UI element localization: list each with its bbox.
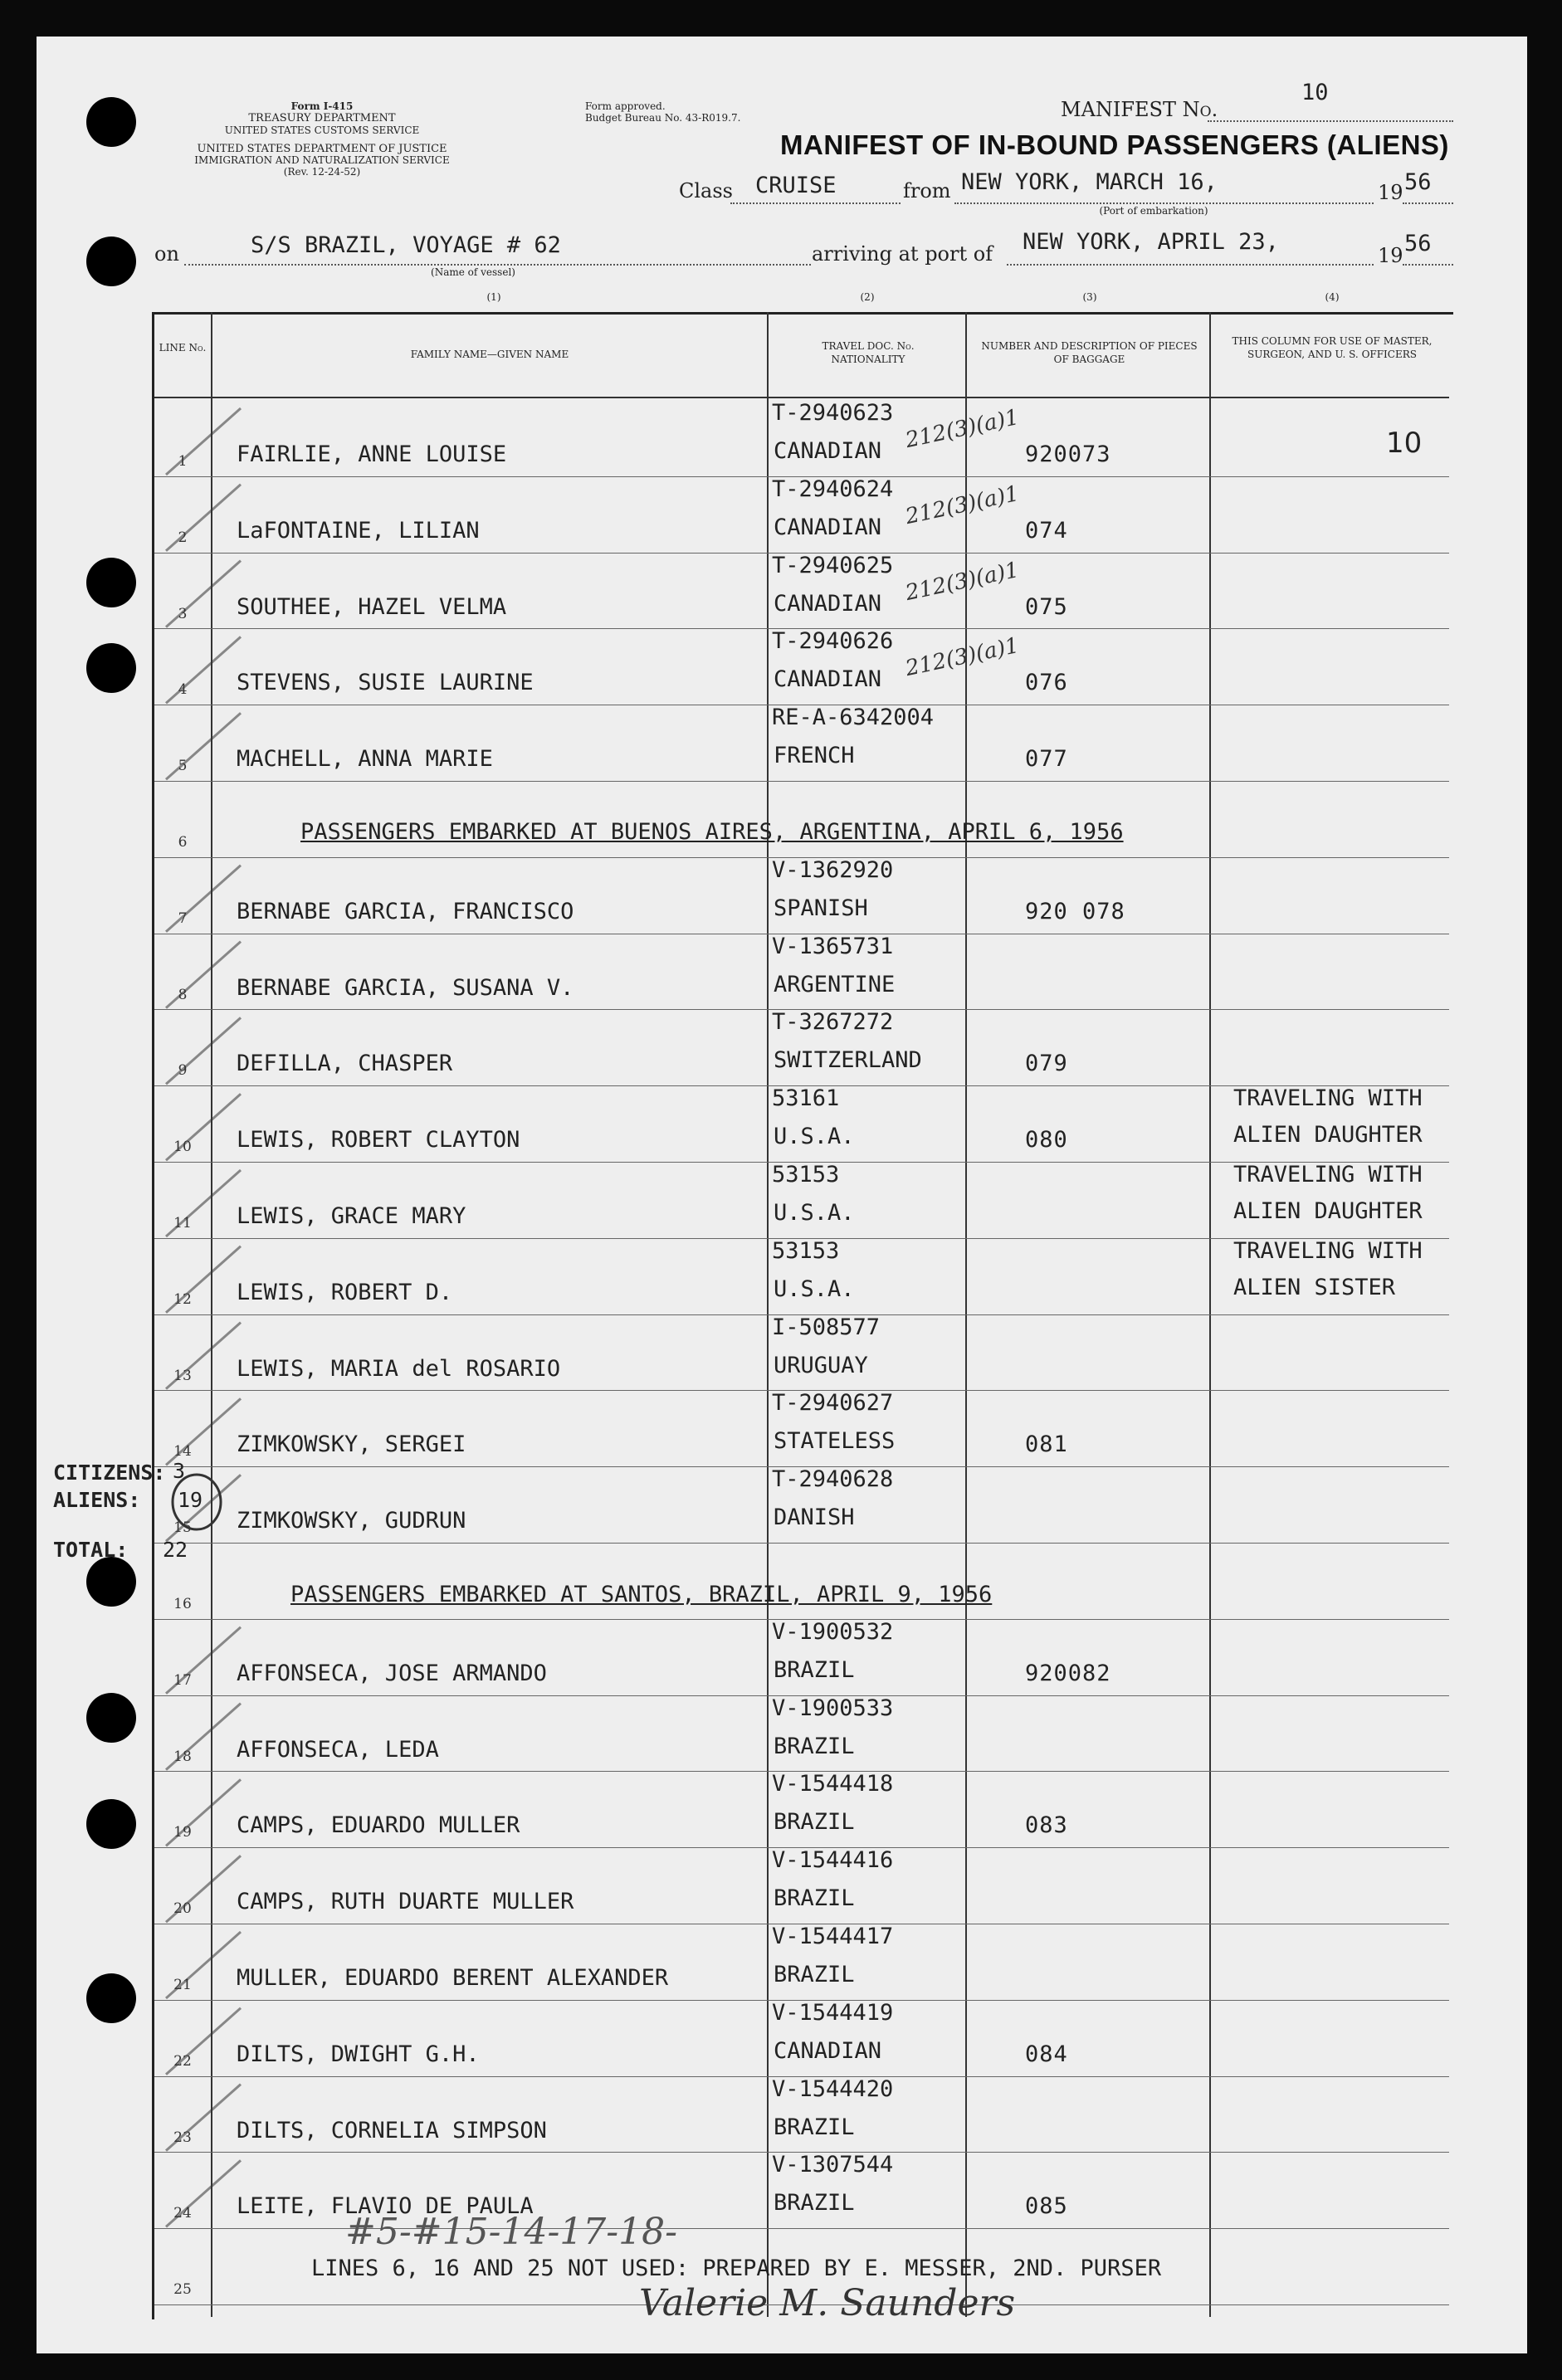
passenger-name: DILTS, DWIGHT G.H.: [237, 2041, 480, 2067]
line-number: 9: [178, 1062, 188, 1080]
handwritten-code: 212(3)(a)1: [903, 404, 1022, 454]
officer-note: ALIEN SISTER: [1233, 1274, 1396, 1300]
handwritten-code: 212(3)(a)1: [903, 633, 1022, 682]
travel-doc-number: V-1544419: [772, 1999, 894, 2026]
line-number: 24: [173, 2205, 192, 2222]
check-mark: [166, 1779, 241, 1846]
travel-doc-number: I-508577: [772, 1314, 881, 1340]
passenger-name: AFFONSECA, JOSE ARMANDO: [237, 1660, 547, 1686]
check-mark: [166, 485, 241, 551]
officer-note: ALIEN DAUGHTER: [1233, 1122, 1423, 1149]
nationality: CANADIAN: [774, 514, 882, 540]
passenger-name: FAIRLIE, ANNE LOUISE: [237, 441, 507, 467]
check-mark: [166, 1246, 241, 1313]
nationality: BRAZIL: [774, 1809, 855, 1836]
passenger-name: CAMPS, RUTH DUARTE MULLER: [237, 1889, 574, 1915]
travel-doc-number: T-2940627: [772, 1390, 894, 1417]
baggage: 080: [1025, 1127, 1068, 1153]
travel-doc-number: 53153: [772, 1237, 840, 1264]
line-number: 6: [178, 834, 188, 851]
vessel-value: S/S BRAZIL, VOYAGE # 62: [251, 232, 561, 258]
check-mark: [166, 1627, 241, 1694]
nationality: BRAZIL: [774, 1733, 855, 1759]
nationality: BRAZIL: [774, 2190, 855, 2217]
travel-doc-number: V-1544416: [772, 1847, 894, 1874]
travel-doc-number: T-2940624: [772, 476, 894, 502]
line-number: 18: [173, 1748, 192, 1765]
baggage: 081: [1025, 1431, 1068, 1458]
from-label: from: [903, 179, 951, 202]
check-mark: [166, 866, 241, 932]
nationality: URUGUAY: [774, 1352, 868, 1378]
nationality: U.S.A.: [774, 1275, 855, 1302]
line-number: 13: [173, 1367, 192, 1384]
travel-doc-number: T-2940626: [772, 628, 894, 655]
col-header-name: FAMILY NAME—GIVEN NAME: [410, 349, 569, 360]
line-number: 10: [173, 1139, 192, 1156]
travel-doc-number: V-1544417: [772, 1924, 894, 1949]
line-number: 4: [178, 681, 188, 699]
check-mark: [166, 636, 241, 703]
travel-doc-number: T-2940628: [772, 1466, 894, 1493]
footer-note: LINES 6, 16 AND 25 NOT USED: PREPARED BY E. MESSER, 2ND. PURSER: [311, 2256, 1162, 2281]
line-number: 1: [178, 453, 188, 470]
travel-doc-number: 53153: [772, 1162, 840, 1188]
manifest-no-value: 10: [1301, 80, 1329, 105]
manifest-no-label: MANIFEST No.: [1061, 98, 1218, 121]
citizens-count: 3: [173, 1459, 186, 1483]
officer-signature: Valerie M. Saunders: [639, 2282, 1016, 2324]
year-value-1: 56: [1404, 169, 1432, 195]
aliens-label: ALIENS:: [53, 1488, 141, 1512]
check-mark: [166, 1398, 241, 1465]
travel-doc-number: RE-A-6342004: [772, 705, 935, 731]
col-header-baggage: NUMBER AND DESCRIPTION OF PIECES OF BAGGAGE: [981, 340, 1198, 365]
footer-handwritten-lines: #5-#15-14-17-18-: [345, 2211, 678, 2253]
passenger-name: LEWIS, MARIA del ROSARIO: [237, 1355, 561, 1382]
officer-note: TRAVELING WITH: [1233, 1085, 1423, 1112]
baggage: 920 078: [1025, 898, 1125, 924]
officer-note: ALIEN DAUGHTER: [1233, 1198, 1423, 1224]
nationality: STATELESS: [774, 1428, 896, 1455]
from-value: NEW YORK, MARCH 16,: [961, 169, 1218, 195]
baggage: 077: [1025, 746, 1068, 773]
check-mark: [166, 2160, 241, 2226]
on-label: on: [154, 242, 179, 266]
travel-doc-number: T-2940625: [772, 552, 894, 578]
nationality: CANADIAN: [774, 438, 882, 464]
year-prefix-2: 19: [1378, 244, 1403, 267]
officer-note: TRAVELING WITH: [1233, 1162, 1423, 1188]
nationality: DANISH: [774, 1505, 855, 1531]
passenger-name: MACHELL, ANNA MARIE: [237, 746, 493, 773]
line-number: 19: [173, 1824, 192, 1841]
passenger-name: BERNABE GARCIA, FRANCISCO: [237, 898, 574, 924]
check-mark: [166, 1170, 241, 1236]
line-number: 17: [173, 1671, 192, 1689]
check-mark: [166, 1704, 241, 1770]
aliens-count: 19: [178, 1488, 203, 1512]
citizens-label: CITIZENS:: [53, 1461, 166, 1485]
baggage: 076: [1025, 670, 1068, 696]
travel-doc-number: V-1362920: [772, 856, 894, 883]
baggage: 083: [1025, 1812, 1068, 1839]
col-header-line: LINE No.: [159, 342, 207, 354]
baggage: 079: [1025, 1051, 1068, 1077]
travel-doc-number: T-3267272: [772, 1009, 894, 1036]
col-number-1: (1): [486, 291, 501, 303]
total-count: 22: [163, 1538, 188, 1562]
check-mark: [166, 942, 241, 1008]
check-mark: [166, 1856, 241, 1922]
line-number: 12: [173, 1290, 192, 1308]
passenger-name: DILTS, CORNELIA SIMPSON: [237, 2117, 547, 2143]
nationality: FRENCH: [774, 743, 855, 769]
travel-doc-number: V-1900532: [772, 1618, 894, 1645]
travel-doc-number: V-1544418: [772, 1771, 894, 1797]
treasury-dept: TREASURY DEPARTMENT: [248, 111, 396, 124]
passenger-name: SOUTHEE, HAZEL VELMA: [237, 593, 507, 620]
nationality: BRAZIL: [774, 1656, 855, 1683]
nationality: CANADIAN: [774, 590, 882, 617]
nationality: SPANISH: [774, 895, 868, 921]
line-number: 5: [178, 758, 188, 775]
aliens-circle: [173, 1475, 221, 1529]
form-number: Form I-415: [290, 100, 354, 112]
passenger-name: BERNABE GARCIA, SUSANA V.: [237, 974, 574, 1001]
col-number-3: (3): [1082, 291, 1097, 303]
passenger-name: CAMPS, EDUARDO MULLER: [237, 1812, 520, 1839]
check-mark: [166, 1094, 241, 1160]
line-number: 7: [178, 910, 188, 927]
nationality: U.S.A.: [774, 1124, 855, 1150]
manifest-title: MANIFEST OF IN-BOUND PASSENGERS (ALIENS): [780, 129, 1449, 160]
travel-doc-number: V-1900533: [772, 1695, 894, 1721]
check-mark: [166, 561, 241, 627]
passenger-name: LEWIS, ROBERT D.: [237, 1279, 453, 1305]
form-revision: (Rev. 12-24-52): [283, 166, 361, 178]
travel-doc-number: V-1365731: [772, 933, 894, 959]
check-mark: [166, 1017, 241, 1084]
year-value-2: 56: [1404, 231, 1432, 256]
class-value: CRUISE: [755, 173, 837, 198]
travel-doc-number: V-1307544: [772, 2152, 894, 2178]
check-mark: [166, 1323, 241, 1389]
passenger-name: DEFILLA, CHASPER: [237, 1051, 453, 1077]
line-number: 14: [173, 1443, 192, 1461]
handwritten-code: 212(3)(a)1: [903, 557, 1022, 606]
justice-dept: UNITED STATES DEPARTMENT OF JUSTICE: [197, 142, 447, 155]
col-header-officers: THIS COLUMN FOR USE OF MASTER, SURGEON, AND U. S. OFFICERS: [1232, 335, 1433, 360]
class-label: Class: [679, 179, 733, 202]
passenger-name: LaFONTAINE, LILIAN: [237, 517, 480, 544]
passenger-name: ZIMKOWSKY, SERGEI: [237, 1431, 466, 1458]
line-number: 16: [173, 1596, 192, 1612]
travel-doc-number: 53161: [772, 1085, 840, 1112]
col-header-doc: TRAVEL DOC. No. NATIONALITY: [822, 340, 915, 365]
col-number-4: (4): [1325, 291, 1340, 303]
line-number: 2: [178, 529, 188, 546]
check-mark: [166, 1932, 241, 1998]
line-number: 11: [173, 1215, 192, 1231]
baggage: 085: [1025, 2193, 1068, 2220]
check-mark: [166, 2085, 241, 2151]
line-number: 3: [178, 605, 188, 622]
travel-doc-number: T-2940623: [772, 400, 894, 426]
line-number: 8: [178, 986, 188, 1003]
baggage: 084: [1025, 2041, 1068, 2067]
officer-count: 10: [1386, 427, 1423, 460]
nationality: BRAZIL: [774, 1885, 855, 1912]
nationality: BRAZIL: [774, 2114, 855, 2140]
line-number: 21: [173, 1977, 192, 1993]
handwritten-code: 212(3)(a)1: [903, 480, 1022, 529]
passenger-name: STEVENS, SUSIE LAURINE: [237, 670, 534, 696]
officer-note: TRAVELING WITH: [1233, 1237, 1423, 1264]
customs-service: UNITED STATES CUSTOMS SERVICE: [224, 124, 420, 136]
passenger-name: ZIMKOWSKY, GUDRUN: [237, 1508, 466, 1534]
year-prefix-1: 19: [1378, 181, 1403, 204]
baggage: 075: [1025, 593, 1068, 620]
baggage: 074: [1025, 517, 1068, 544]
passenger-name: MULLER, EDUARDO BERENT ALEXANDER: [237, 1965, 669, 1991]
budget-bureau: Budget Bureau No. 43-R019.7.: [585, 111, 741, 124]
check-mark: [166, 408, 241, 475]
line-number: 23: [173, 2129, 192, 2146]
baggage: 920082: [1025, 1660, 1111, 1686]
nationality: CANADIAN: [774, 666, 882, 693]
passenger-name: AFFONSECA, LEDA: [237, 1736, 439, 1763]
baggage: 920073: [1025, 441, 1111, 467]
passenger-name: LEWIS, GRACE MARY: [237, 1203, 466, 1229]
check-mark: [166, 713, 241, 779]
nationality: BRAZIL: [774, 1962, 855, 1987]
nationality: SWITZERLAND: [774, 1047, 922, 1074]
arriving-value: NEW YORK, APRIL 23,: [1023, 229, 1279, 255]
line-number: 15: [173, 1519, 192, 1537]
total-label: TOTAL:: [53, 1538, 129, 1562]
col-number-2: (2): [860, 291, 875, 303]
line-number: 22: [173, 2052, 192, 2070]
ins-service: IMMIGRATION AND NATURALIZATION SERVICE: [194, 154, 450, 167]
form-approved: Form approved.: [585, 100, 666, 112]
line-number: 25: [173, 2281, 192, 2299]
passenger-name: LEWIS, ROBERT CLAYTON: [237, 1127, 520, 1153]
line-number: 20: [173, 1900, 192, 1918]
section-santos: PASSENGERS EMBARKED AT SANTOS, BRAZIL, APRIL 9, 1956: [290, 1582, 993, 1607]
nationality: CANADIAN: [774, 2037, 882, 2064]
nationality: U.S.A.: [774, 1200, 855, 1226]
check-mark: [166, 2008, 241, 2075]
arriving-label: arriving at port of: [812, 242, 993, 266]
passenger-name: LEITE, FLAVIO DE PAULA: [237, 2193, 534, 2220]
section-buenos-aires: PASSENGERS EMBARKED AT BUENOS AIRES, ARGENTINA, APRIL 6, 1956: [300, 819, 1124, 845]
port-caption: (Port of embarkation): [1099, 205, 1208, 217]
vessel-caption: (Name of vessel): [431, 266, 515, 278]
travel-doc-number: V-1544420: [772, 2075, 894, 2102]
nationality: ARGENTINE: [774, 971, 896, 997]
